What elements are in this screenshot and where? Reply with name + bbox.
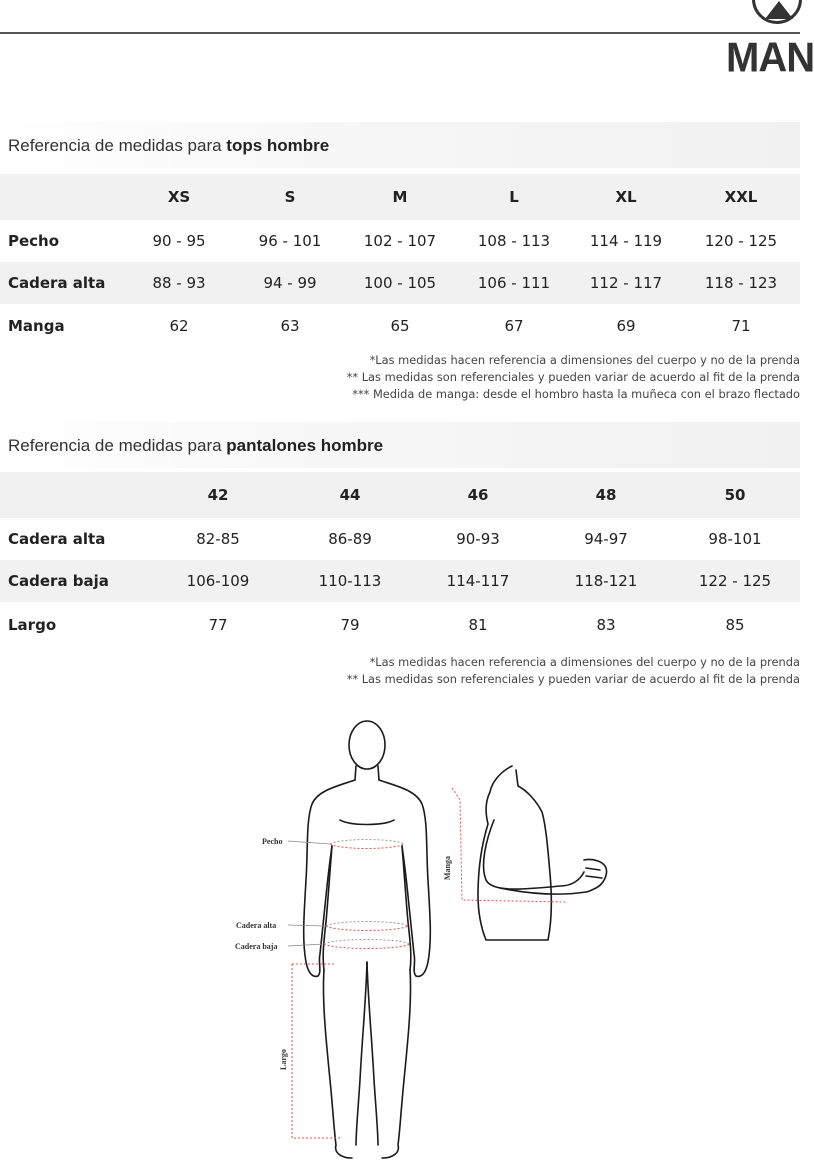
- header-divider: [0, 32, 800, 34]
- pants-section-title: [8, 436, 383, 456]
- table-cell: 71: [731, 317, 751, 335]
- tops-title-prefix: Referencia de medidas para: [8, 136, 227, 155]
- row-label: Pecho: [8, 232, 60, 250]
- table-row: [0, 262, 800, 304]
- row-label: Cadera alta: [8, 274, 106, 292]
- pants-size-header: 46: [467, 486, 489, 504]
- table-cell: 81: [468, 616, 488, 634]
- table-cell: 106-109: [186, 572, 250, 590]
- measurement-lines: [292, 788, 566, 1138]
- table-row: [0, 602, 800, 648]
- table-cell: 88 - 93: [152, 274, 206, 292]
- table-cell: 79: [340, 616, 360, 634]
- label-pecho: Pecho: [262, 837, 283, 846]
- table-cell: 94 - 99: [263, 274, 317, 292]
- table-cell: 108 - 113: [477, 232, 551, 250]
- brand-name: MAN: [726, 34, 814, 82]
- table-cell: 86-89: [328, 530, 372, 548]
- side-body-outline-icon: [478, 766, 607, 940]
- table-cell: 112 - 117: [589, 274, 663, 292]
- table-cell: 110-113: [318, 572, 382, 590]
- table-cell: 114 - 119: [589, 232, 663, 250]
- pants-header-empty: [0, 472, 150, 518]
- table-row: [0, 560, 800, 602]
- table-cell: 82-85: [196, 530, 240, 548]
- pants-size-header: 42: [207, 486, 229, 504]
- row-label: Manga: [8, 317, 65, 335]
- body-measurement-illustration: [0, 700, 800, 1160]
- table-row: [0, 304, 800, 348]
- tops-section-title: [8, 136, 329, 156]
- table-cell: 118 - 123: [704, 274, 778, 292]
- front-body-outline-icon: [304, 721, 431, 1158]
- pants-title-bold: pantalones hombre: [226, 436, 384, 455]
- table-cell: 94-97: [584, 530, 628, 548]
- table-row: [0, 220, 800, 262]
- label-cadera-alta: Cadera alta: [236, 921, 277, 930]
- tops-size-header: XL: [615, 188, 637, 206]
- row-label: Largo: [8, 616, 57, 634]
- table-cell: 96 - 101: [258, 232, 322, 250]
- pants-size-header: 48: [595, 486, 617, 504]
- row-label: Cadera alta: [8, 530, 106, 548]
- tops-header-row: [0, 174, 800, 220]
- note-line: *Las medidas hacen referencia a dimensiones del cuerpo y no de la prenda: [369, 655, 800, 669]
- brand-logo-icon: [752, 0, 802, 24]
- table-cell: 106 - 111: [477, 274, 551, 292]
- tops-size-header: XXL: [724, 188, 758, 206]
- label-manga: Manga: [443, 856, 452, 880]
- tops-title-bold: tops hombre: [226, 136, 330, 155]
- table-cell: 118-121: [574, 572, 638, 590]
- table-cell: 114-117: [446, 572, 510, 590]
- table-cell: 77: [208, 616, 228, 634]
- table-cell: 62: [169, 317, 189, 335]
- tops-size-table: [0, 174, 800, 348]
- table-cell: 85: [725, 616, 745, 634]
- label-leaders: [288, 841, 330, 946]
- pants-notes: [200, 654, 800, 688]
- pants-title-prefix: Referencia de medidas para: [8, 436, 227, 455]
- tops-size-header: S: [284, 188, 296, 206]
- pants-header-row: [0, 472, 800, 518]
- note-line: ** Las medidas son referenciales y pueden variar de acuerdo al fit de la prenda: [346, 672, 800, 686]
- tops-size-header: XS: [167, 188, 191, 206]
- tops-size-header: M: [392, 188, 408, 206]
- table-cell: 90 - 95: [152, 232, 206, 250]
- pants-size-table: [0, 472, 800, 648]
- table-cell: 98-101: [708, 530, 762, 548]
- table-row: [0, 518, 800, 560]
- table-cell: 122 - 125: [698, 572, 772, 590]
- label-largo: Largo: [279, 1049, 288, 1070]
- note-line: *** Medida de manga: desde el hombro hasta la muñeca con el brazo flectado: [352, 387, 800, 401]
- table-cell: 102 - 107: [363, 232, 437, 250]
- table-cell: 90-93: [456, 530, 500, 548]
- label-cadera-baja: Cadera baja: [235, 942, 278, 951]
- table-cell: 65: [390, 317, 410, 335]
- tops-size-header: L: [509, 188, 519, 206]
- row-label: Cadera baja: [8, 572, 109, 590]
- pants-size-header: 44: [339, 486, 361, 504]
- table-cell: 120 - 125: [704, 232, 778, 250]
- table-cell: 67: [504, 317, 524, 335]
- table-cell: 100 - 105: [363, 274, 437, 292]
- pants-size-header: 50: [724, 486, 746, 504]
- tops-header-empty: [0, 174, 120, 220]
- note-line: ** Las medidas son referenciales y pueden variar de acuerdo al fit de la prenda: [346, 370, 800, 384]
- note-line: *Las medidas hacen referencia a dimensiones del cuerpo y no de la prenda: [369, 353, 800, 367]
- table-cell: 69: [616, 317, 636, 335]
- table-cell: 83: [596, 616, 616, 634]
- tops-notes: [200, 352, 800, 403]
- table-cell: 63: [280, 317, 300, 335]
